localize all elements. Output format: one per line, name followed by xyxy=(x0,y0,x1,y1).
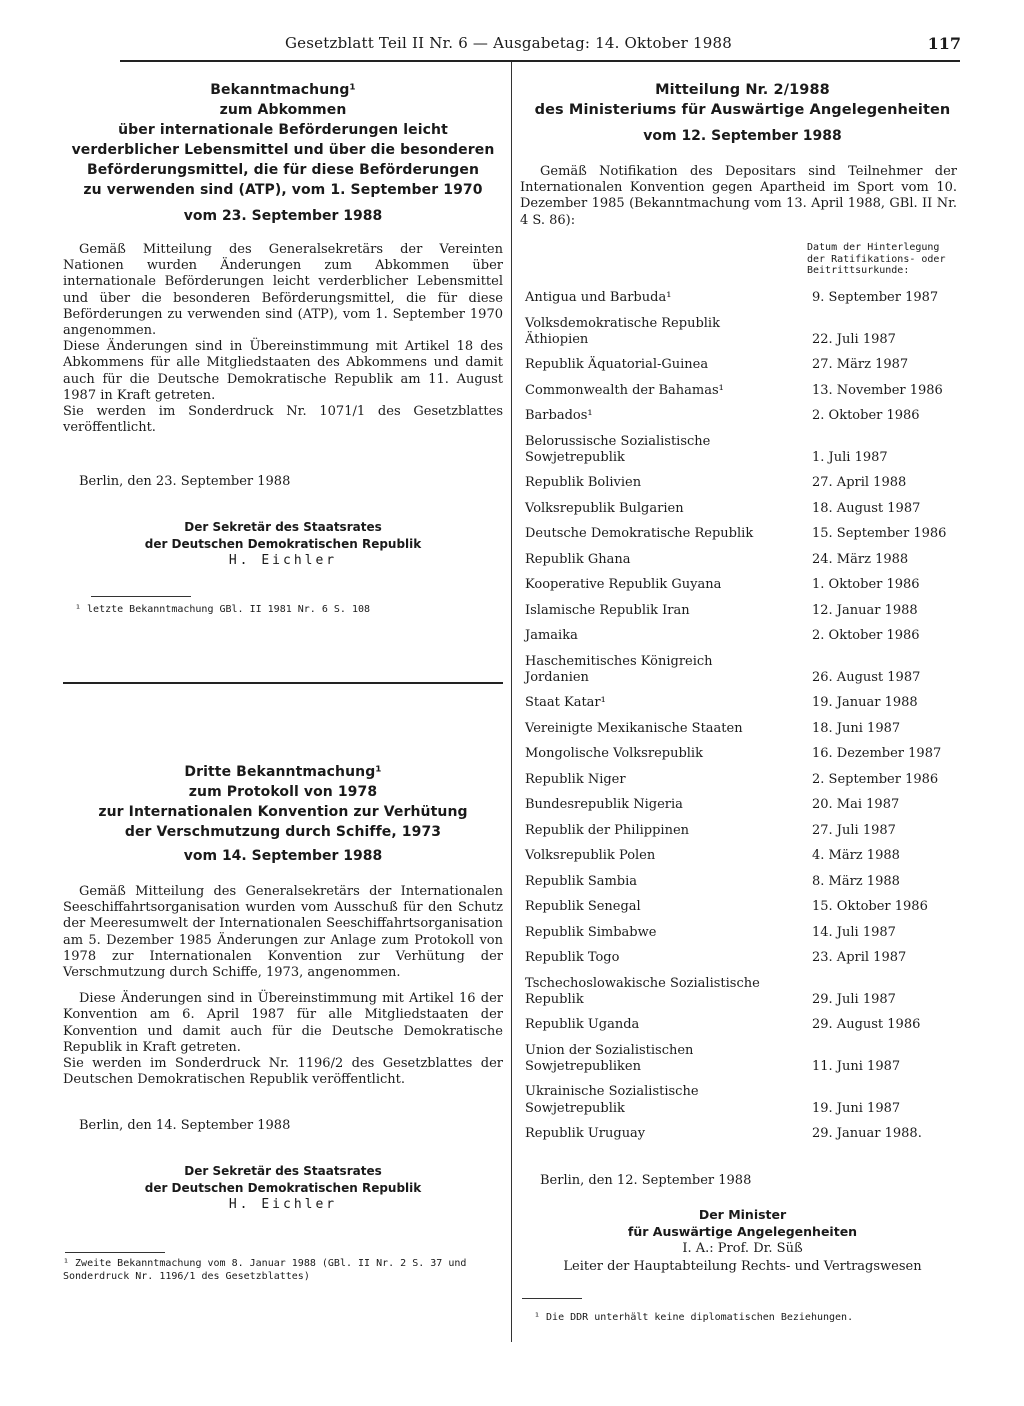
participant-country xyxy=(525,628,795,645)
country-name-line: Mongolische Volksrepublik xyxy=(525,746,703,761)
participant-country xyxy=(525,654,795,687)
country-name-line: Republik Ghana xyxy=(525,551,631,567)
deposit-date: 19. Januar 1988 xyxy=(812,695,918,710)
header-title: Gesetzblatt Teil II Nr. 6 — Ausgabetag: 14. Oktober 1988 xyxy=(285,34,732,52)
country-name-line: Republik Simbabwe xyxy=(525,924,657,940)
participant-country xyxy=(525,797,795,814)
participant-country xyxy=(525,357,795,374)
participant-country xyxy=(525,383,795,400)
deposit-date: 22. Juli 1987 xyxy=(812,332,896,347)
body-paragraph: Gemäß Mitteilung des Generalsekretärs der Internationalen Seeschiffahrtsorganisation wurden vom Ausschuß für den Schutz der Meeresumwelt der Internationalen Seeschiffahrtsorganisation am 5. Dezember 1985 Änderungen zur Anlage zum Protokoll von 1978 zur Internationalen Konvention zur Verhütung der Verschmutzung durch Schiffe, 1973, angenommen. xyxy=(63,884,503,981)
participant-country xyxy=(525,316,795,349)
title-line: Mitteilung Nr. 2/1988 xyxy=(655,82,830,98)
announcement-marpol-body xyxy=(63,884,503,1088)
deposit-date: 16. Dezember 1987 xyxy=(812,746,942,761)
place-date: Berlin, den 12. September 1988 xyxy=(540,1173,752,1188)
country-name-line: Republik Senegal xyxy=(525,899,641,914)
country-name-line: Bundesrepublik Nigeria xyxy=(525,797,683,812)
participant-country xyxy=(525,434,795,467)
footnote-line: ¹ Zweite Bekanntmachung vom 8. Januar 1988 (GBl. II Nr. 2 S. 37 und xyxy=(63,1258,467,1270)
footnote: ¹ letzte Bekanntmachung GBl. II 1981 Nr. 6 S. 108 xyxy=(75,604,371,616)
deposit-date: 19. Juni 1987 xyxy=(812,1100,901,1116)
country-name-line: Staat Katar¹ xyxy=(525,695,606,710)
body-paragraph: Diese Änderungen sind in Übereinstimmung mit Artikel 16 der Konvention am 6. April 1987 für alle Mitgliedstaaten der Konvention und damit auch für die Deutsche Demokratische Republik in Kraft getreten. xyxy=(63,991,503,1055)
signatory-title: Leiter der Hauptabteilung Rechts- und Vertragswesen xyxy=(563,1259,922,1274)
notice-title xyxy=(520,80,965,120)
page-number: 117 xyxy=(927,34,961,53)
country-name-line: Republik Bolivien xyxy=(525,475,642,490)
deposit-date: 18. Juni 1987 xyxy=(812,720,901,736)
title-line: über internationale Beförderungen leicht xyxy=(118,122,448,138)
signature-line: Der Minister xyxy=(698,1207,787,1222)
title-line: zur Internationalen Konvention zur Verhütung xyxy=(98,804,468,820)
notice-date: vom 12. September 1988 xyxy=(643,128,842,144)
section-separator xyxy=(63,682,503,684)
deposit-date: 2. Oktober 1986 xyxy=(812,628,920,643)
deposit-date: 20. Mai 1987 xyxy=(812,797,900,812)
footnote xyxy=(63,1257,503,1283)
body-paragraph: Sie werden im Sonderdruck Nr. 1196/2 des Gesetzblattes der Deutschen Demokratischen Republik veröffentlicht. xyxy=(63,1056,503,1088)
participant-country xyxy=(525,695,795,712)
body-paragraph: Sie werden im Sonderdruck Nr. 1071/1 des Gesetzblattes veröffentlicht. xyxy=(63,404,503,436)
signature-block xyxy=(63,1163,503,1197)
country-name-line: Volksrepublik Polen xyxy=(525,848,656,863)
participant-country xyxy=(525,874,795,891)
country-name-line: Belorussische Sozialistische xyxy=(525,433,711,449)
signature-line: Der Sekretär des Staatsrates xyxy=(184,1164,382,1179)
country-name-line: Republik Uruguay xyxy=(525,1125,646,1141)
participant-country xyxy=(525,1126,795,1143)
deposit-date: 24. März 1988 xyxy=(812,551,909,567)
participant-country xyxy=(525,1043,795,1076)
title-line: Dritte Bekanntmachung¹ xyxy=(184,764,382,780)
notice-apartheid-convention xyxy=(520,80,965,276)
page-header xyxy=(285,34,975,58)
country-name-line: Volksdemokratische Republik xyxy=(525,315,720,331)
country-name-line: Commonwealth der Bahamas¹ xyxy=(525,382,724,398)
country-name-line: Sowjetrepublik xyxy=(525,450,625,465)
signatory-name: H. Eichler xyxy=(228,553,338,569)
country-name-line: Republik Sambia xyxy=(525,873,638,889)
country-name-line: Republik Togo xyxy=(525,950,620,965)
deposit-date: 11. Juni 1987 xyxy=(812,1059,901,1074)
country-name-line: Republik der Philippinen xyxy=(525,822,690,838)
country-name-line: Tschechoslowakische Sozialistische xyxy=(525,975,760,991)
column-header-line: der Ratifikations- oder xyxy=(807,253,946,265)
notice-intro: Gemäß Notifikation des Depositars sind Teilnehmer der Internationalen Konvention gegen Apartheid im Sport vom 10. Dezember 1985 (Bekanntmachung vom 13. April 1988, GBl. II Nr. 4 S. 86): xyxy=(520,164,957,228)
country-name-line: Jordanien xyxy=(525,670,589,685)
country-name-line: Jamaika xyxy=(525,628,578,643)
deposit-date: 1. Oktober 1986 xyxy=(812,577,920,592)
title-line: Bekanntmachung¹ xyxy=(210,82,356,98)
country-name-line: Republik Uganda xyxy=(525,1017,640,1032)
country-name-line: Sowjetrepublik xyxy=(525,1100,625,1116)
footnote-rule xyxy=(522,1298,582,1299)
country-name-line: Barbados¹ xyxy=(525,408,593,423)
country-name-line: Union der Sozialistischen xyxy=(525,1042,694,1058)
participant-country xyxy=(525,772,795,789)
signatory-name: H. Eichler xyxy=(228,1197,338,1213)
title-line: zum Abkommen xyxy=(219,102,347,118)
signature-line: der Deutschen Demokratischen Republik xyxy=(144,537,422,552)
participant-country xyxy=(525,925,795,942)
participant-country xyxy=(525,823,795,840)
deposit-date: 13. November 1986 xyxy=(812,382,943,398)
deposit-date: 2. September 1986 xyxy=(812,771,939,787)
participant-country xyxy=(525,746,795,763)
signature-line: der Deutschen Demokratischen Republik xyxy=(144,1181,422,1196)
title-line: zu verwenden sind (ATP), vom 1. September 1970 xyxy=(83,182,483,198)
column-header-line: Datum der Hinterlegung xyxy=(807,242,940,253)
column-header-line: Beitrittsurkunde: xyxy=(807,265,910,276)
signatory-name: I. A.: Prof. Dr. Süß xyxy=(682,1241,803,1256)
deposit-date: 2. Oktober 1986 xyxy=(812,408,920,423)
footnote-line: Sonderdruck Nr. 1196/1 des Gesetzblattes) xyxy=(63,1271,310,1283)
announcement-marpol xyxy=(63,762,503,1283)
deposit-date: 14. Juli 1987 xyxy=(812,924,896,940)
header-rule xyxy=(120,60,960,62)
deposit-date: 29. August 1986 xyxy=(812,1017,921,1032)
announcement-marpol-date: vom 14. September 1988 xyxy=(183,848,383,864)
participant-country xyxy=(525,721,795,738)
body-paragraph: Diese Änderungen sind in Übereinstimmung mit Artikel 18 des Abkommens für alle Mitgliedstaaten des Abkommens und damit auch für die Deutsche Demokratische Republik am 11. August 1987 in Kraft getreten. xyxy=(63,339,503,403)
participant-country xyxy=(525,848,795,865)
country-name-line: Islamische Republik Iran xyxy=(525,602,690,618)
title-line: Beförderungsmittel, die für diese Beförderungen xyxy=(86,162,480,178)
participant-country xyxy=(525,577,795,594)
footnote-rule xyxy=(65,1252,165,1253)
participant-country xyxy=(525,501,795,518)
participant-country xyxy=(525,1084,795,1117)
deposit-date: 15. Oktober 1986 xyxy=(812,899,928,914)
deposit-date: 12. Januar 1988 xyxy=(812,602,918,618)
title-line: der Verschmutzung durch Schiffe, 1973 xyxy=(124,824,442,840)
country-name-line: Vereinigte Mexikanische Staaten xyxy=(525,720,743,736)
signature-block xyxy=(63,519,503,553)
country-name-line: Volksrepublik Bulgarien xyxy=(525,500,684,516)
place-date: Berlin, den 14. September 1988 xyxy=(79,1118,291,1134)
deposit-date: 27. Juli 1987 xyxy=(812,822,896,838)
date-column-header xyxy=(807,242,967,277)
country-name-line: Republik xyxy=(525,992,584,1007)
country-name-line: Antigua und Barbuda¹ xyxy=(525,290,672,305)
country-name-line: Republik Niger xyxy=(525,771,626,787)
footnote: ¹ Die DDR unterhält keine diplomatischen Beziehungen. xyxy=(534,1312,854,1323)
deposit-date: 23. April 1987 xyxy=(812,950,907,965)
announcement-marpol-title xyxy=(63,762,503,842)
deposit-date: 1. Juli 1987 xyxy=(812,450,888,465)
notice-closing xyxy=(520,1173,965,1324)
country-name-line: Haschemitisches Königreich xyxy=(525,653,713,669)
deposit-date: 15. September 1986 xyxy=(812,526,947,541)
country-name-line: Deutsche Demokratische Republik xyxy=(525,526,754,541)
signature-line: für Auswärtige Angelegenheiten xyxy=(627,1224,858,1239)
participant-country xyxy=(525,603,795,620)
footnote-rule xyxy=(91,596,191,597)
country-name-line: Äthiopien xyxy=(525,332,589,347)
participant-country xyxy=(525,408,795,425)
body-paragraph: Gemäß Mitteilung des Generalsekretärs der Vereinten Nationen wurden Änderungen zum Abkommen über internationale Beförderungen leicht verderblicher Lebensmittel und über die besonderen Beförderungsmittel, die für diese Beförderungen zu verwenden sind (ATP), vom 1. September 1970 angenommen. xyxy=(63,242,503,339)
place-date: Berlin, den 23. September 1988 xyxy=(79,474,291,490)
signature-line: Der Sekretär des Staatsrates xyxy=(184,520,382,535)
participant-country xyxy=(525,552,795,569)
deposit-date: 29. Januar 1988. xyxy=(812,1125,922,1141)
participant-country xyxy=(525,526,795,543)
participant-country xyxy=(525,899,795,916)
title-line: verderblicher Lebensmittel und über die besonderen xyxy=(71,142,495,158)
announcement-atp-body xyxy=(63,242,503,436)
country-name-line: Kooperative Republik Guyana xyxy=(525,577,722,592)
participant-country xyxy=(525,475,795,492)
announcement-atp-title xyxy=(63,80,503,200)
country-name-line: Republik Äquatorial-Guinea xyxy=(525,357,709,372)
deposit-date: 8. März 1988 xyxy=(812,873,900,889)
column-divider xyxy=(511,62,512,1342)
deposit-date: 26. August 1987 xyxy=(812,670,921,685)
deposit-date: 27. März 1987 xyxy=(812,357,909,372)
signature-block xyxy=(520,1206,965,1240)
participant-country xyxy=(525,950,795,967)
participant-country xyxy=(525,976,795,1009)
title-line: zum Protokoll von 1978 xyxy=(188,784,378,800)
country-name-line: Ukrainische Sozialistische xyxy=(525,1084,699,1099)
deposit-date: 18. August 1987 xyxy=(812,500,921,516)
participant-country xyxy=(525,1017,795,1034)
deposit-date: 9. September 1987 xyxy=(812,290,939,305)
country-name-line: Sowjetrepubliken xyxy=(525,1059,641,1074)
participant-country xyxy=(525,290,795,307)
deposit-date: 27. April 1988 xyxy=(812,475,907,490)
deposit-date: 4. März 1988 xyxy=(812,848,900,863)
deposit-date: 29. Juli 1987 xyxy=(812,992,896,1007)
announcement-atp-date: vom 23. September 1988 xyxy=(183,208,383,224)
title-line: des Ministeriums für Auswärtige Angelegenheiten xyxy=(534,102,951,118)
announcement-atp xyxy=(63,80,503,616)
